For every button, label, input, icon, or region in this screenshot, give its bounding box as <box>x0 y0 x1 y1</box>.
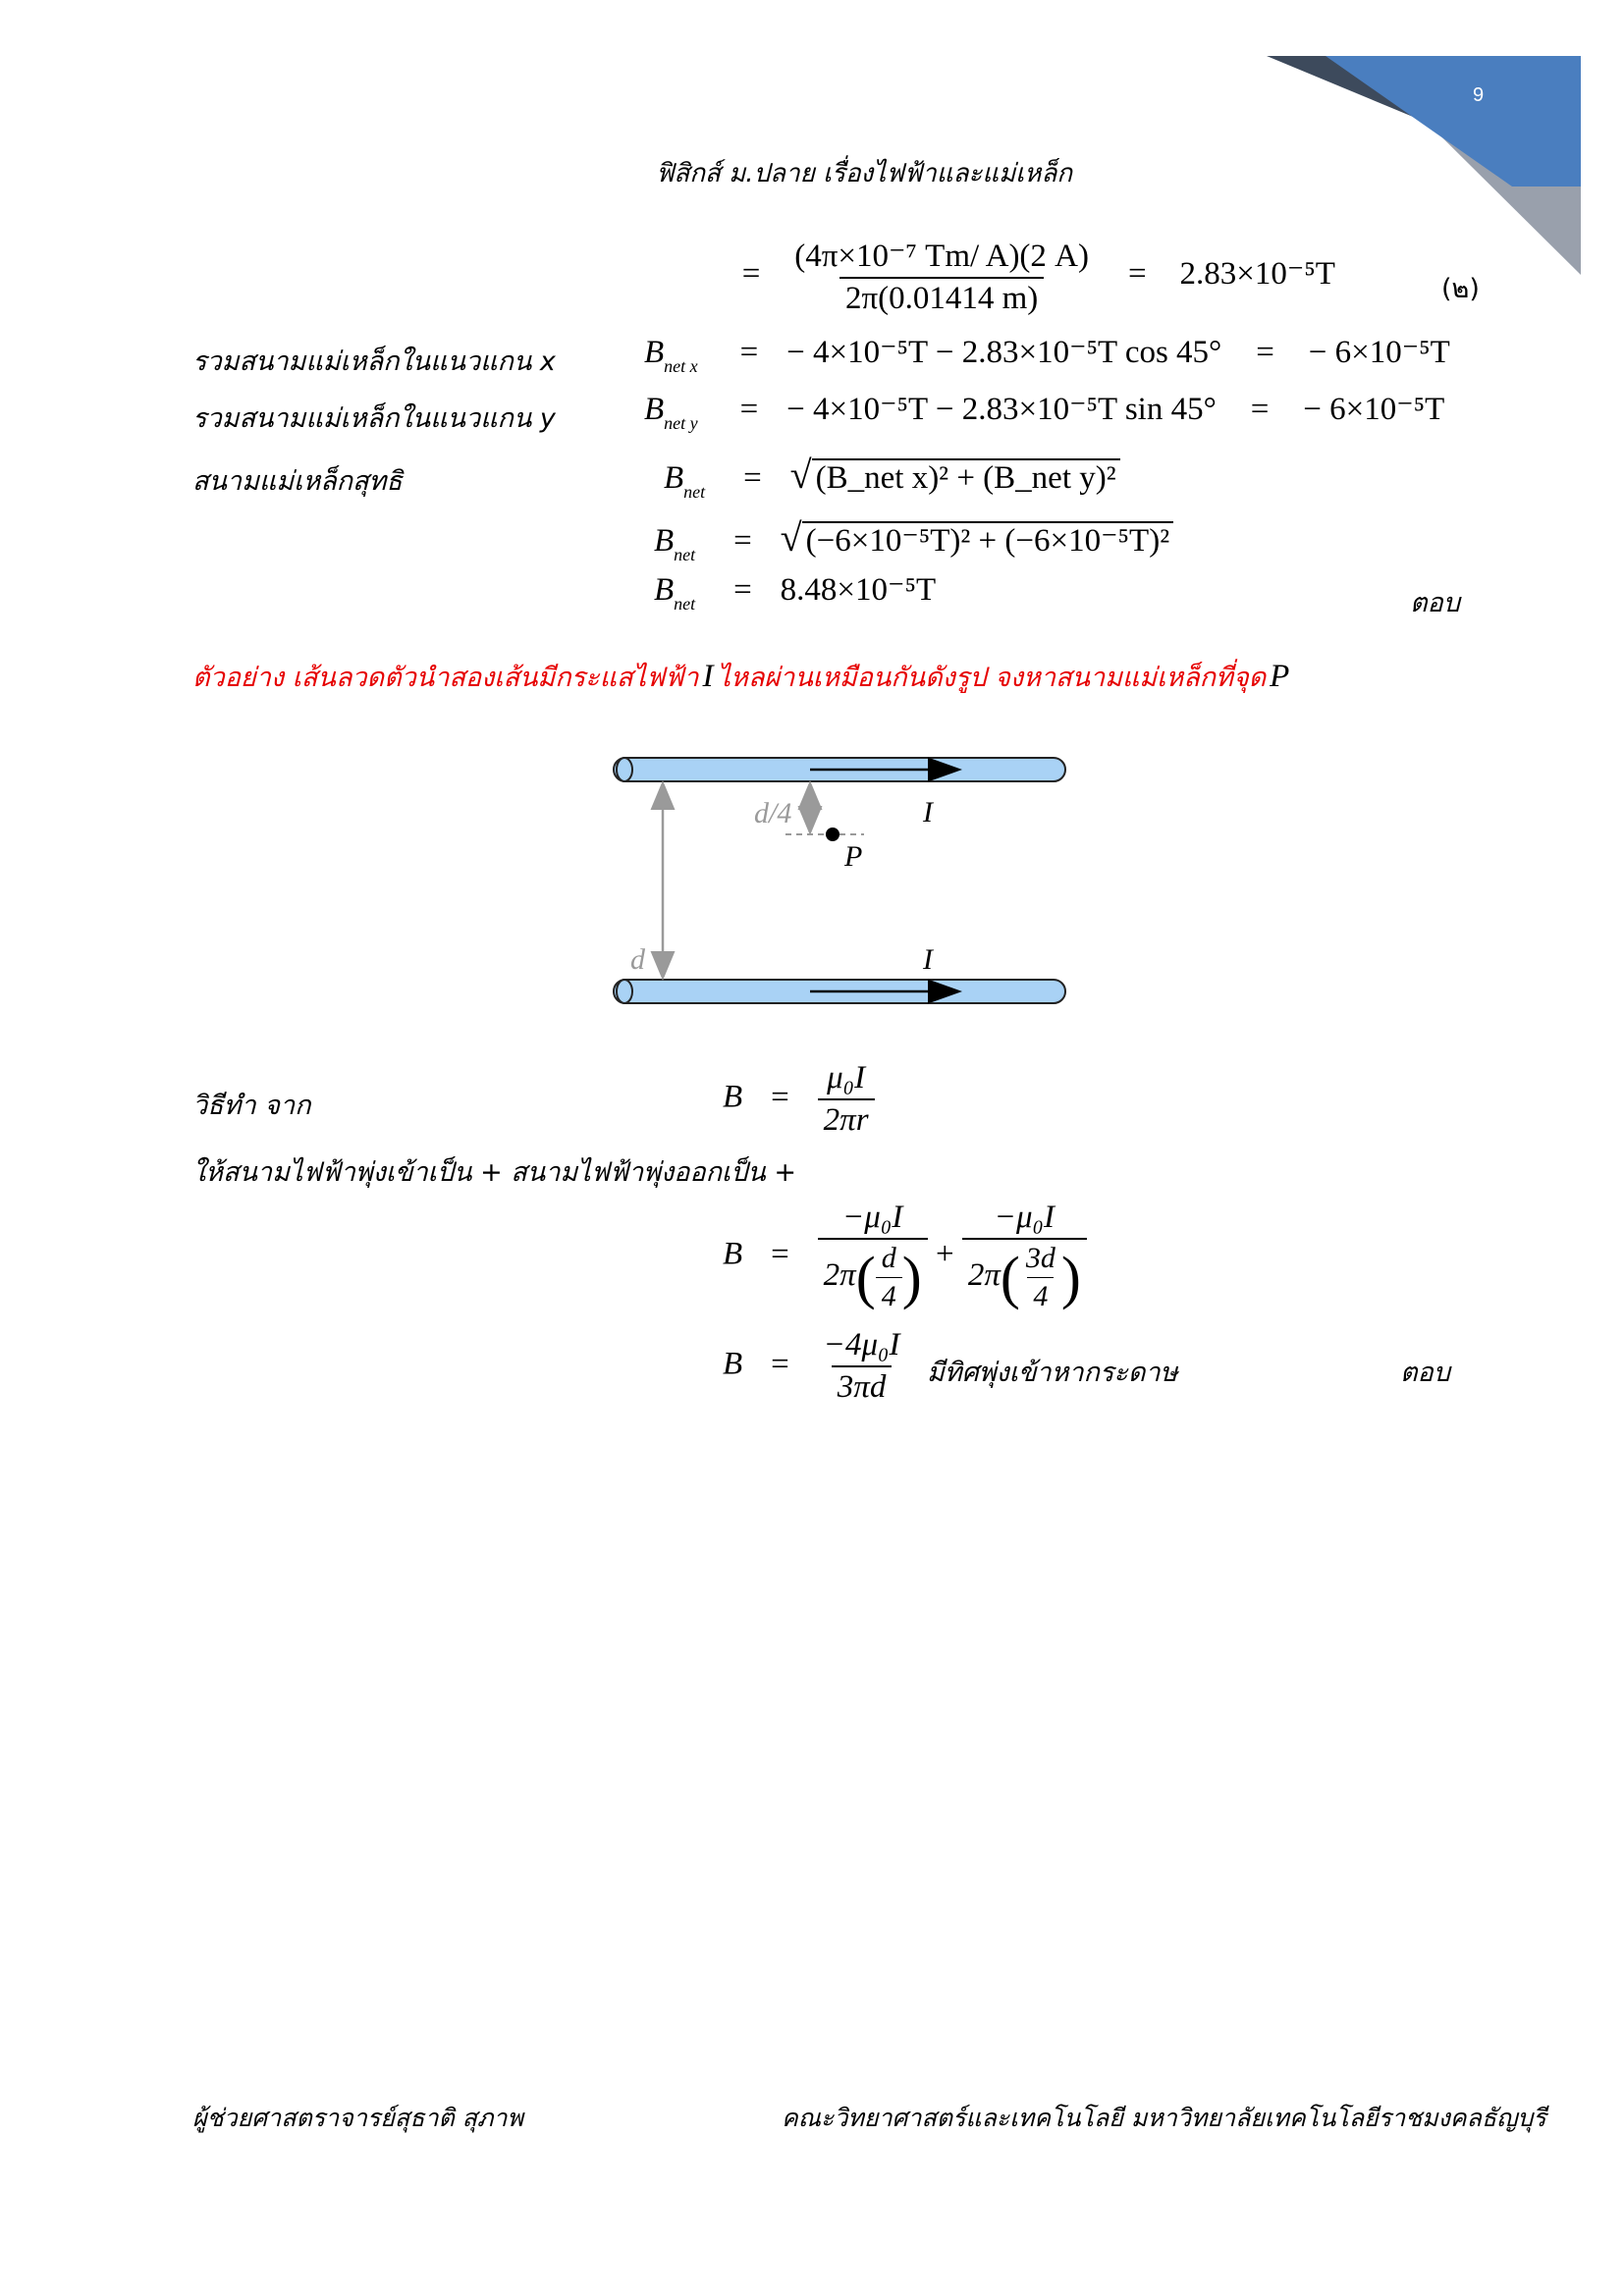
sum-y-expression: − 4×10⁻⁵T − 2.83×10⁻⁵T sin 45° <box>786 392 1217 427</box>
label-point-p: P <box>844 840 863 873</box>
sum-x-expression: − 4×10⁻⁵T − 2.83×10⁻⁵T cos 45° <box>786 335 1222 370</box>
equals-sign: = <box>733 523 752 559</box>
b-subscript: net x <box>664 356 698 376</box>
fraction-denominator <box>962 1238 1087 1313</box>
fraction <box>818 1060 875 1139</box>
sum-y-label: รวมสนามแม่เหล็กในแนวแกน y <box>192 403 556 434</box>
sum-y-equation <box>644 389 1445 433</box>
sqrt-icon: √ <box>780 515 802 560</box>
right-paren-icon: ) <box>1060 1245 1081 1310</box>
denominator-prefix: 2π <box>967 1257 1001 1294</box>
fraction-numerator: −4μ₀I <box>823 1327 900 1362</box>
sqrt-radicand: (B_net x)² + (B_net y)² <box>812 458 1120 496</box>
answer-label: ตอบ <box>1410 588 1460 618</box>
sum-x-result: − 6×10⁻⁵T <box>1308 335 1450 370</box>
fraction <box>788 236 1095 317</box>
b-symbol: B <box>723 1236 743 1272</box>
label-d: d <box>630 943 645 976</box>
net-result: 8.48×10⁻⁵T <box>780 572 937 608</box>
solution-step-1 <box>723 1200 1087 1313</box>
left-paren-icon: ( <box>1000 1245 1020 1310</box>
biot-formula <box>723 1060 875 1139</box>
left-paren-icon: ( <box>855 1245 876 1310</box>
fraction <box>818 1200 928 1313</box>
sign-convention: ให้สนามไฟฟ้าพุ่งเข้าเป็น + สนามไฟฟ้าพุ่งออกเป็น + <box>192 1157 796 1188</box>
page-number: 9 <box>1473 84 1485 106</box>
equals-sign: = <box>1250 392 1270 427</box>
fraction-numerator: μ₀I <box>827 1060 866 1095</box>
point-p-dot <box>826 828 839 841</box>
net-equation-2 <box>654 514 1173 564</box>
inner-denominator: 4 <box>876 1277 902 1313</box>
b-symbol: B <box>723 1079 743 1115</box>
calc-line-0 <box>722 236 1335 317</box>
fraction-numerator: (4π×10⁻⁷ Tm/ A)(2 A) <box>794 239 1089 274</box>
field-direction: มีทิศพุ่งเข้าหากระดาษ <box>927 1358 1178 1388</box>
corner-blue-shape <box>1326 56 1581 187</box>
equals-sign: = <box>771 1236 789 1272</box>
b-subscript: net <box>674 545 696 564</box>
fraction-denominator: 2π(0.01414 m) <box>839 277 1044 317</box>
example-prefix: ตัวอย่าง เส้นลวดตัวนำสองเส้นมีกระแสไฟฟ้า <box>192 663 699 693</box>
b-subscript: net <box>674 594 696 614</box>
top-wire <box>614 758 1065 781</box>
fraction-denominator <box>818 1238 928 1313</box>
net-equation-3 <box>654 569 937 614</box>
b-symbol: B <box>654 523 675 559</box>
footer-author: ผู้ช่วยศาสตราจารย์สุธาติ สุภาพ <box>192 2104 523 2132</box>
equals-sign: = <box>771 1079 789 1115</box>
result-value: 2.83×10⁻⁵T <box>1179 256 1335 293</box>
equals-sign: = <box>1256 335 1274 370</box>
inner-numerator: d <box>881 1242 896 1274</box>
sqrt-radicand: (−6×10⁻⁵T)² + (−6×10⁻⁵T)² <box>802 521 1173 559</box>
fraction <box>962 1200 1087 1313</box>
label-current-bottom: I <box>923 943 933 976</box>
equals-sign: = <box>739 392 759 427</box>
inner-fraction <box>1020 1242 1061 1313</box>
fraction-denominator: 3πd <box>832 1365 893 1406</box>
answer-label: ตอบ <box>1400 1358 1450 1388</box>
sum-y-result: − 6×10⁻⁵T <box>1303 392 1445 427</box>
b-symbol: B <box>723 1346 743 1382</box>
fraction-numerator: −μ₀I <box>842 1200 903 1235</box>
denominator-prefix: 2π <box>823 1257 856 1294</box>
sqrt-icon: √ <box>789 453 812 497</box>
b-symbol: B <box>664 460 684 496</box>
b-symbol: B <box>644 392 665 427</box>
fraction-numerator: −μ₀I <box>994 1200 1055 1235</box>
inner-numerator: 3d <box>1025 1242 1056 1274</box>
inner-fraction <box>876 1242 902 1313</box>
b-subscript: net y <box>664 413 698 433</box>
equals-sign: = <box>1127 256 1147 293</box>
b-symbol: B <box>654 572 675 608</box>
method-label: วิธีทำ จาก <box>192 1091 311 1121</box>
sum-x-equation <box>644 332 1450 376</box>
equals-sign: = <box>743 460 762 496</box>
inner-denominator: 4 <box>1027 1277 1054 1313</box>
net-field-label: สนามแม่เหล็กสุทธิ <box>192 466 403 497</box>
current-symbol: I <box>702 659 714 694</box>
equals-sign: = <box>741 256 761 293</box>
page-header-title: ฟิสิกส์ ม.ปลาย เรื่องไฟฟ้าและแม่เหล็ก <box>656 159 1072 188</box>
b-symbol: B <box>644 335 665 370</box>
point-symbol: P <box>1270 659 1290 694</box>
two-wires-diagram <box>589 736 1100 1031</box>
bottom-wire <box>614 980 1065 1003</box>
equals-sign: = <box>771 1346 789 1382</box>
net-equation-1 <box>664 452 1120 502</box>
example-problem <box>192 656 1289 698</box>
equals-sign: = <box>733 572 752 608</box>
example-middle: ไหลผ่านเหมือนกันดังรูป จงหาสนามแม่เหล็กที่จุด <box>717 663 1267 693</box>
equation-tag: (๒) <box>1441 274 1480 304</box>
footer-institution: คณะวิทยาศาสตร์และเทคโนโลยี มหาวิทยาลัยเทคโนโลยีราชมงคลธัญบุรี <box>782 2104 1546 2132</box>
right-paren-icon: ) <box>901 1245 922 1310</box>
sum-x-label: รวมสนามแม่เหล็กในแนวแกน x <box>192 347 556 377</box>
b-subscript: net <box>683 482 706 502</box>
equals-sign: = <box>739 335 759 370</box>
label-current-top: I <box>923 796 933 828</box>
fraction-denominator: 2πr <box>818 1098 875 1139</box>
solution-step-2 <box>723 1327 905 1406</box>
label-d4: d/4 <box>754 797 792 829</box>
fraction <box>818 1327 906 1406</box>
plus-sign: + <box>935 1236 954 1272</box>
